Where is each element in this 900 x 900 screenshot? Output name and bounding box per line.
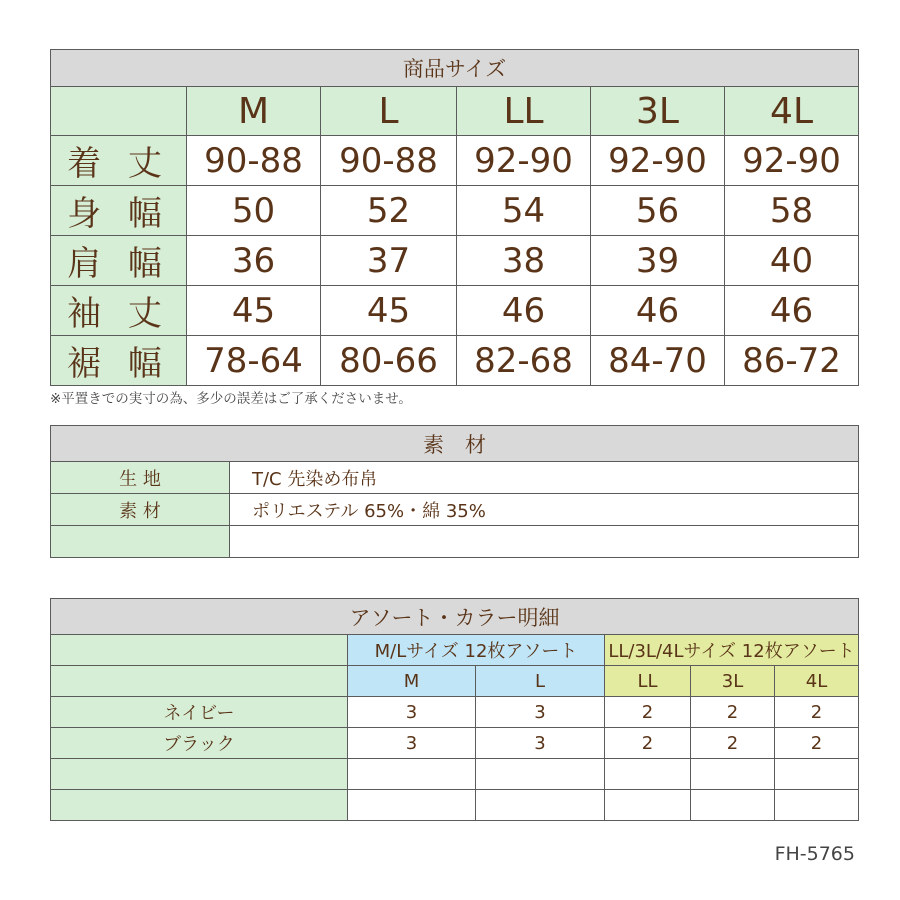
size-header-3l: 3L bbox=[591, 87, 725, 136]
size-row-hem bbox=[51, 336, 859, 386]
size-table-title: 商品サイズ bbox=[51, 50, 859, 87]
assort-size-ll: LL bbox=[605, 666, 691, 697]
assort-color-label bbox=[51, 759, 348, 790]
assort-group-ll: LL/3L/4Lサイズ 12枚アソート bbox=[605, 635, 859, 666]
size-cell: 36 bbox=[187, 236, 321, 286]
size-cell: 82-68 bbox=[457, 336, 591, 386]
material-row bbox=[51, 494, 859, 526]
assort-cell: 3 bbox=[348, 697, 476, 728]
assort-cell: 2 bbox=[691, 697, 775, 728]
size-cell: 46 bbox=[591, 286, 725, 336]
assort-row-empty bbox=[51, 759, 859, 790]
assort-cell bbox=[476, 790, 605, 821]
size-cell: 46 bbox=[725, 286, 859, 336]
assort-row-black bbox=[51, 728, 859, 759]
size-cell: 92-90 bbox=[591, 136, 725, 186]
size-row-label: 袖 丈 bbox=[51, 286, 187, 336]
material-row-value: ポリエステル 65%・綿 35% bbox=[230, 494, 859, 526]
size-row-label: 身 幅 bbox=[51, 186, 187, 236]
assort-table bbox=[50, 598, 859, 821]
assort-cell: 3 bbox=[476, 697, 605, 728]
assort-cell: 2 bbox=[775, 728, 859, 759]
material-row bbox=[51, 526, 859, 558]
assort-color-label: ブラック bbox=[51, 728, 348, 759]
size-cell: 37 bbox=[321, 236, 457, 286]
assort-size-3l: 3L bbox=[691, 666, 775, 697]
material-row-label: 生 地 bbox=[51, 462, 230, 494]
material-table-title: 素 材 bbox=[51, 426, 859, 462]
size-note: ※平置きでの実寸の為、多少の誤差はご了承くださいませ。 bbox=[50, 391, 412, 407]
assort-cell bbox=[348, 790, 476, 821]
material-row bbox=[51, 462, 859, 494]
size-row-label: 着 丈 bbox=[51, 136, 187, 186]
assort-blank bbox=[51, 635, 348, 666]
size-cell: 45 bbox=[187, 286, 321, 336]
size-cell: 78-64 bbox=[187, 336, 321, 386]
size-row-label: 裾 幅 bbox=[51, 336, 187, 386]
material-row-label: 素 材 bbox=[51, 494, 230, 526]
assort-cell bbox=[691, 790, 775, 821]
size-header-blank bbox=[51, 87, 187, 136]
assort-cell bbox=[691, 759, 775, 790]
assort-row-navy bbox=[51, 697, 859, 728]
size-cell: 84-70 bbox=[591, 336, 725, 386]
size-cell: 45 bbox=[321, 286, 457, 336]
assort-color-label: ネイビー bbox=[51, 697, 348, 728]
size-cell: 90-88 bbox=[321, 136, 457, 186]
size-cell: 92-90 bbox=[725, 136, 859, 186]
assort-cell: 2 bbox=[691, 728, 775, 759]
size-cell: 38 bbox=[457, 236, 591, 286]
assort-row-empty bbox=[51, 790, 859, 821]
assort-cell: 2 bbox=[605, 728, 691, 759]
size-header-ll: LL bbox=[457, 87, 591, 136]
assort-color-label bbox=[51, 790, 348, 821]
size-table bbox=[50, 49, 859, 386]
assort-cell bbox=[775, 790, 859, 821]
size-row-label: 肩 幅 bbox=[51, 236, 187, 286]
size-header-m: M bbox=[187, 87, 321, 136]
assort-cell bbox=[476, 759, 605, 790]
size-row-body-width bbox=[51, 186, 859, 236]
assort-size-m: M bbox=[348, 666, 476, 697]
assort-cell: 2 bbox=[775, 697, 859, 728]
size-header-4l: 4L bbox=[725, 87, 859, 136]
assort-cell: 3 bbox=[348, 728, 476, 759]
size-row-shoulder bbox=[51, 236, 859, 286]
size-cell: 46 bbox=[457, 286, 591, 336]
material-row-value: T/C 先染め布帛 bbox=[230, 462, 859, 494]
assort-table-title: アソート・カラー明細 bbox=[51, 599, 859, 635]
size-cell: 56 bbox=[591, 186, 725, 236]
assort-group-ml: M/Lサイズ 12枚アソート bbox=[348, 635, 605, 666]
assort-cell: 3 bbox=[476, 728, 605, 759]
size-cell: 80-66 bbox=[321, 336, 457, 386]
product-code: FH-5765 bbox=[774, 843, 855, 865]
assort-cell bbox=[605, 790, 691, 821]
size-cell: 39 bbox=[591, 236, 725, 286]
assort-cell bbox=[775, 759, 859, 790]
size-cell: 58 bbox=[725, 186, 859, 236]
assort-cell bbox=[605, 759, 691, 790]
material-row-value bbox=[230, 526, 859, 558]
size-cell: 40 bbox=[725, 236, 859, 286]
size-row-length bbox=[51, 136, 859, 186]
assort-cell: 2 bbox=[605, 697, 691, 728]
size-cell: 52 bbox=[321, 186, 457, 236]
size-cell: 92-90 bbox=[457, 136, 591, 186]
size-header-l: L bbox=[321, 87, 457, 136]
size-row-sleeve bbox=[51, 286, 859, 336]
size-cell: 50 bbox=[187, 186, 321, 236]
assort-cell bbox=[348, 759, 476, 790]
material-table bbox=[50, 425, 859, 558]
size-cell: 86-72 bbox=[725, 336, 859, 386]
assort-blank bbox=[51, 666, 348, 697]
size-cell: 90-88 bbox=[187, 136, 321, 186]
assort-size-4l: 4L bbox=[775, 666, 859, 697]
assort-size-l: L bbox=[476, 666, 605, 697]
size-cell: 54 bbox=[457, 186, 591, 236]
material-row-label bbox=[51, 526, 230, 558]
